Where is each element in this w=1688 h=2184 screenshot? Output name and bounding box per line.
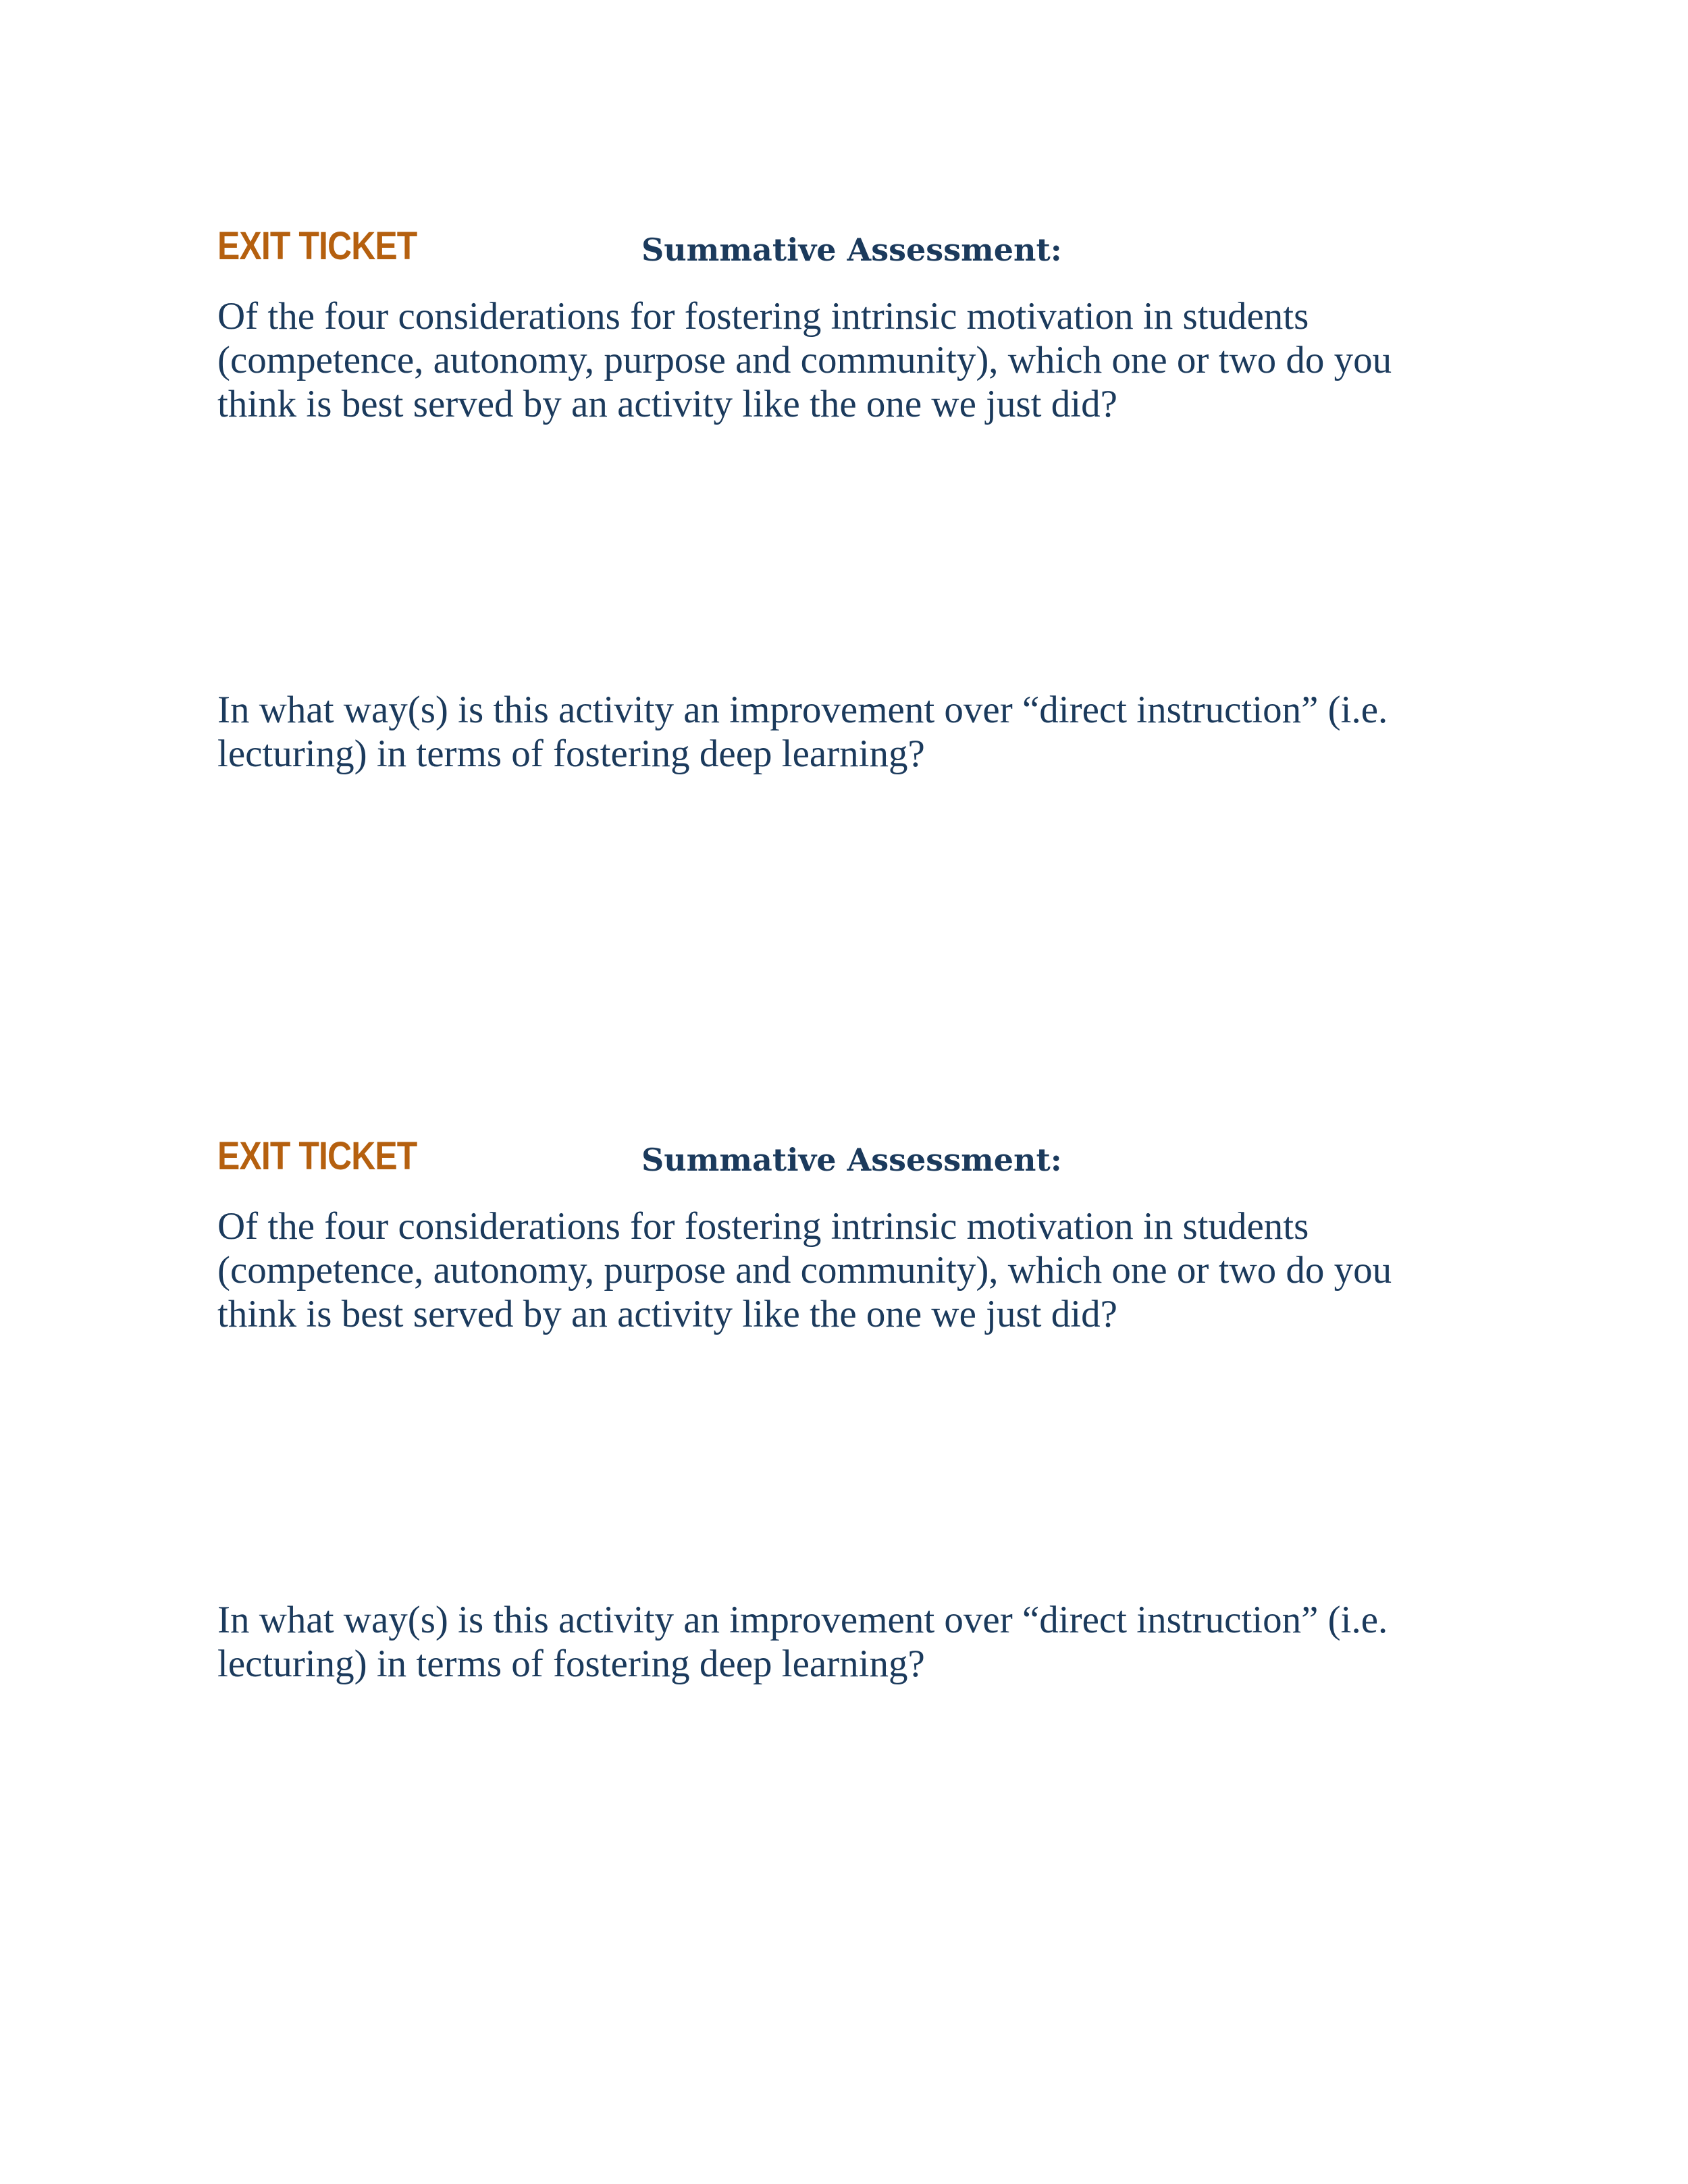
- question-line: lecturing) in terms of fostering deep learning?: [217, 1643, 925, 1685]
- question-intrinsic-motivation: [217, 1204, 1500, 1336]
- exit-ticket-label: EXIT TICKET: [217, 1134, 417, 1178]
- exit-ticket-label: EXIT TICKET: [217, 224, 417, 268]
- ticket-header: [217, 223, 1500, 284]
- summative-assessment-label: Summative Assessment:: [641, 1142, 1062, 1178]
- ticket-header: [217, 1133, 1500, 1194]
- question-line: In what way(s) is this activity an improvement over “direct instruction” (i.e.: [217, 689, 1388, 731]
- question-intrinsic-motivation: [217, 294, 1500, 426]
- question-direct-instruction: [217, 1598, 1500, 1686]
- question-line: (competence, autonomy, purpose and community), which one or two do you: [217, 339, 1392, 381]
- question-line: think is best served by an activity like the one we just did?: [217, 383, 1117, 425]
- exit-ticket-1: [217, 223, 1500, 776]
- question-direct-instruction: [217, 688, 1500, 776]
- question-line: Of the four considerations for fostering intrinsic motivation in students: [217, 1205, 1309, 1248]
- question-line: lecturing) in terms of fostering deep learning?: [217, 733, 925, 775]
- question-line: (competence, autonomy, purpose and community), which one or two do you: [217, 1249, 1392, 1291]
- question-line: In what way(s) is this activity an improvement over “direct instruction” (i.e.: [217, 1599, 1388, 1641]
- question-line: think is best served by an activity like the one we just did?: [217, 1293, 1117, 1335]
- question-line: Of the four considerations for fostering intrinsic motivation in students: [217, 295, 1309, 338]
- exit-ticket-2: [217, 1133, 1500, 1686]
- summative-assessment-label: Summative Assessment:: [641, 232, 1062, 268]
